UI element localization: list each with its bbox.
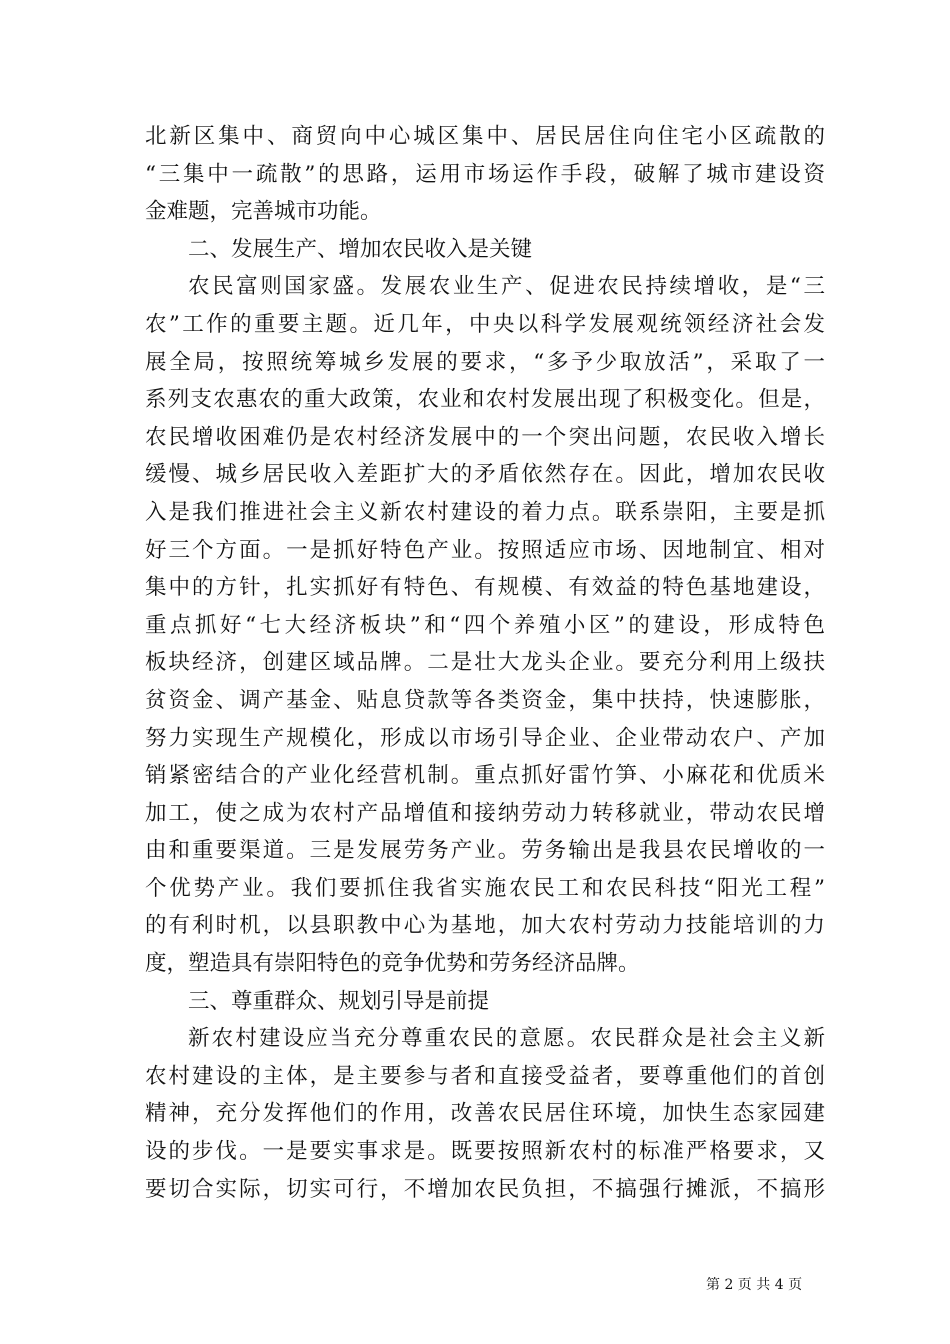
text-line: 重点抓好“七大经济板块”和“四个养殖小区”的建设，形成特色 <box>145 612 825 638</box>
text-line: 板块经济，创建区域品牌。二是壮大龙头企业。要充分利用上级扶 <box>145 650 825 676</box>
text-line: 缓慢、城乡居民收入差距扩大的矛盾依然存在。因此，增加农民收 <box>145 462 825 488</box>
text-line: 北新区集中、商贸向中心城区集中、居民居住向住宅小区疏散的 <box>145 124 825 149</box>
text-line: 金难题，完善城市功能。 <box>145 199 382 225</box>
text-line: 展全局，按照统筹城乡发展的要求，“多予少取放活”，采取了一 <box>145 349 825 375</box>
text-line: 由和重要渠道。三是发展劳务产业。劳务输出是我县农民增收的一 <box>145 838 825 864</box>
text-line: “三集中一疏散”的思路，运用市场运作手段，破解了城市建设资 <box>145 161 825 187</box>
text-line: 好三个方面。一是抓好特色产业。按照适应市场、因地制宜、相对 <box>145 537 825 563</box>
text-line: 要切合实际，切实可行，不增加农民负担，不搞强行摊派，不搞形 <box>145 1176 825 1202</box>
text-line: 度，塑造具有崇阳特色的竞争优势和劳务经济品牌。 <box>145 951 640 977</box>
text-line: 农民增收困难仍是农村经济发展中的一个突出问题，农民收入增长 <box>145 424 825 450</box>
text-line: 加工，使之成为农村产品增值和接纳劳动力转移就业，带动农民增 <box>145 800 825 826</box>
text-line: 集中的方针，扎实抓好有特色、有规模、有效益的特色基地建设， <box>145 575 825 601</box>
text-line: 系列支农惠农的重大政策，农业和农村发展出现了积极变化。但是， <box>145 387 825 413</box>
section-heading: 三、尊重群众、规划引导是前提 <box>188 988 490 1014</box>
document-body <box>145 118 825 1208</box>
paragraph-first-line: 农民富则国家盛。发展农业生产、促进农民持续增收，是“三 <box>188 274 825 300</box>
text-line: 的有利时机，以县职教中心为基地，加大农村劳动力技能培训的力 <box>145 913 825 939</box>
text-line: 入是我们推进社会主义新农村建设的着力点。联系崇阳，主要是抓 <box>145 499 825 525</box>
text-line: 设的步伐。一是要实事求是。既要按照新农村的标准严格要求，又 <box>145 1139 825 1165</box>
paragraph-first-line: 新农村建设应当充分尊重农民的意愿。农民群众是社会主义新 <box>188 1026 825 1052</box>
text-line: 农村建设的主体，是主要参与者和直接受益者，要尊重他们的首创 <box>145 1063 825 1089</box>
section-heading: 二、发展生产、增加农民收入是关键 <box>188 236 533 262</box>
text-line: 贫资金、调产基金、贴息贷款等各类资金，集中扶持，快速膨胀， <box>145 687 825 713</box>
text-line: 努力实现生产规模化，形成以市场引导企业、企业带动农户、产加 <box>145 725 825 751</box>
page-number-footer: 第 2 页 共 4 页 <box>706 1277 803 1293</box>
text-line: 精神，充分发挥他们的作用，改善农民居住环境，加快生态家园建 <box>145 1101 825 1127</box>
text-line: 销紧密结合的产业化经营机制。重点抓好雷竹笋、小麻花和优质米 <box>145 763 825 789</box>
text-line: 个优势产业。我们要抓住我省实施农民工和农民科技“阳光工程” <box>145 875 825 901</box>
text-line: 农”工作的重要主题。近几年，中央以科学发展观统领经济社会发 <box>145 311 825 337</box>
